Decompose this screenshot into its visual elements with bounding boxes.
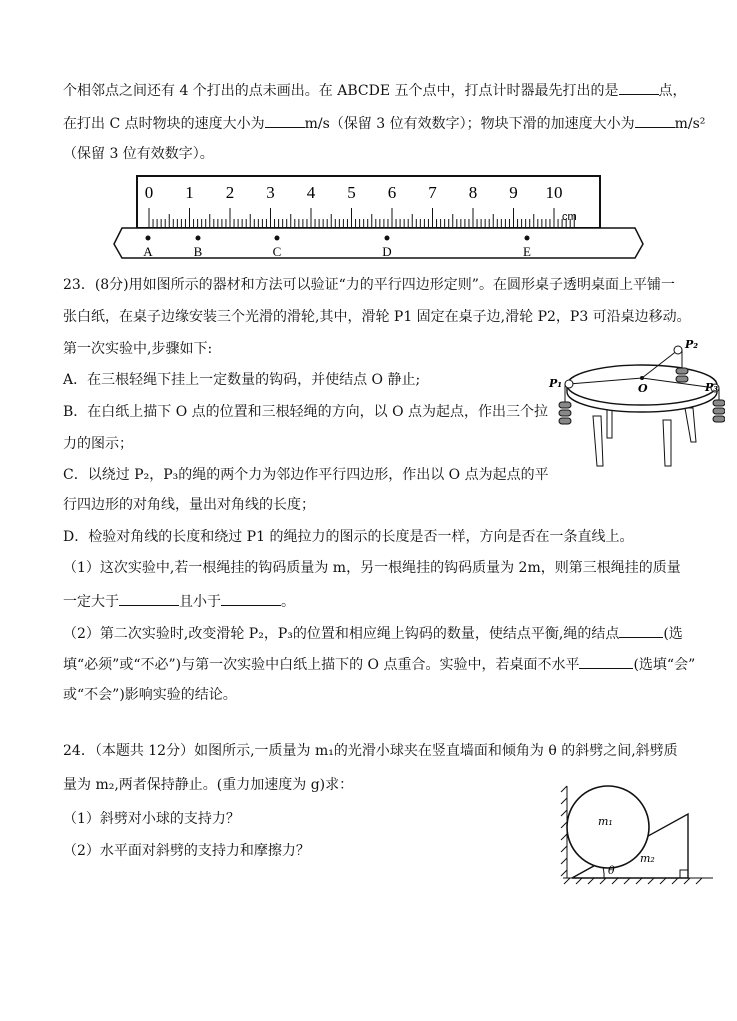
q23-step-b2-text: 力的图示； [63, 436, 133, 452]
ruler-number: 2 [225, 183, 235, 202]
weight [559, 410, 571, 416]
q23-sub1-line-2 [63, 591, 295, 611]
tape-dot [275, 236, 280, 241]
ruler-number: 4 [306, 183, 316, 202]
q23-sub1-text-b: 一定大于 [63, 594, 119, 610]
ruler-body [137, 176, 600, 228]
ruler-number: 8 [468, 183, 478, 202]
round-table-figure [545, 338, 725, 473]
label-m2: m₂ [640, 852, 655, 865]
intro-line-1 [63, 80, 687, 100]
label-m1: m₁ [598, 815, 613, 828]
ruler-number: 0 [144, 183, 154, 202]
intro-text-2c: m/s² [674, 116, 706, 132]
table-leg [593, 416, 603, 466]
ruler-number: 6 [387, 183, 397, 202]
intro-text-2a: 在打出 C 点时物块的速度大小为 [63, 116, 265, 132]
q23-sub2-line-3 [63, 686, 237, 704]
q23-line-1 [63, 276, 675, 294]
q23-sub1-text-a: （1）这次实验中,若一根绳挂的钩码质量为 m，另一根绳挂的钩码质量为 2m，则第三根绳挂的质量 [63, 560, 681, 576]
ruler-number: 5 [347, 183, 356, 202]
tape-point-label: D [382, 244, 392, 259]
tape-point-label: A [143, 244, 153, 259]
q23-sub2-line-1 [63, 623, 683, 643]
q23-step-a [63, 371, 420, 389]
answer-blank-affect[interactable] [579, 654, 633, 669]
intro-text-2b: m/s（保留 3 位有效数字）；物块下滑的加速度大小为 [304, 116, 635, 132]
label-theta: θ [608, 864, 615, 877]
weight [676, 376, 688, 382]
ruler-number: 3 [266, 183, 275, 202]
tape-point-label: B [193, 244, 203, 259]
ruler-number: 9 [509, 183, 518, 202]
ruler-unit-label: cm [562, 211, 577, 223]
q24-text-2: 量为 m₂,两者保持静止。(重力加速度为 g)求： [63, 777, 354, 793]
pulley-p1 [565, 380, 573, 388]
q23-step-b1 [63, 403, 548, 421]
q23-sub2-text-e: 或“不会”)影响实验的结论。 [63, 687, 237, 703]
wall-hatch [561, 786, 567, 878]
q23-step-c2 [63, 496, 315, 514]
pulley-p2 [674, 346, 682, 354]
q23-step-b2 [63, 435, 133, 453]
ruler-figure [110, 172, 650, 264]
q23-text-2: 张白纸，在桌子边缘安装三个光滑的滑轮,其中，滑轮 P1 固定在桌子边,滑轮 P2，P3 可沿桌边移动。 [63, 309, 691, 325]
ruler-number: 10 [545, 183, 563, 202]
intro-line-3 [63, 145, 214, 163]
ground-hatch [563, 878, 713, 884]
q23-line-2 [63, 308, 691, 326]
tape-dot [196, 236, 201, 241]
tape-dot [146, 236, 151, 241]
weight [713, 416, 725, 422]
q23-sub2-text-d: (选填“会” [633, 657, 696, 673]
q23-sub1-text-d: 。 [281, 594, 295, 610]
table-leg [685, 408, 696, 442]
q23-text-1: 23．(8分)用如图所示的器材和方法可以验证“力的平行四边形定则”。在圆形桌子透明桌面上平铺一 [63, 277, 675, 293]
q23-step-c2-text: 行四边形的对角线，量出对角线的长度； [63, 497, 315, 513]
q23-text-3: 第一次实验中,步骤如下: [63, 341, 213, 357]
q24-line-1 [63, 742, 678, 760]
q23-step-a-text: A．在三根轻绳下挂上一定数量的钩码，并使结点 O 静止; [63, 372, 421, 388]
ruler-number: 7 [428, 183, 437, 202]
weight [713, 400, 725, 406]
table-leg [663, 420, 671, 466]
tape-point-label: E [523, 244, 531, 259]
label-o: O [638, 382, 648, 395]
tape-point-label: C [272, 244, 282, 259]
q23-step-d-text: D．检验对角线的长度和绕过 P1 的绳拉力的图示的长度是否一样，方向是否在一条直线上。 [63, 529, 634, 545]
intro-text-1: 个相邻点之间还有 4 个打出的点未画出。在 ABCDE 五个点中，打点计时器最先打出的是 [63, 83, 619, 99]
label-p1: P₁ [549, 377, 563, 390]
weight [559, 418, 571, 424]
wedge-ball-figure [558, 782, 718, 892]
q23-sub1-line-1 [63, 559, 681, 577]
q24-sub2 [63, 842, 310, 860]
weight [676, 368, 688, 374]
label-p2: P₂ [685, 338, 699, 351]
q23-step-d [63, 528, 633, 546]
intro-text-3: （保留 3 位有效数字）。 [63, 146, 214, 162]
q23-step-c1 [63, 466, 549, 484]
answer-blank-mass-min[interactable] [119, 591, 179, 606]
q23-sub2-line-2 [63, 654, 695, 674]
answer-blank-mass-max[interactable] [221, 591, 281, 606]
weight [713, 408, 725, 414]
answer-blank-velocity[interactable] [265, 113, 305, 128]
intro-line-2 [63, 113, 705, 133]
weight [559, 402, 571, 408]
ruler-number: 1 [185, 183, 194, 202]
q23-sub2-text-c: 填“必须”或“不必”)与第一次实验中白纸上描下的 O 点重合。实验中，若桌面不水平 [63, 657, 580, 673]
answer-blank-first-point[interactable] [619, 80, 659, 95]
answer-blank-must-or-not[interactable] [619, 623, 663, 638]
q24-text-1: 24．（本题共 12分）如图所示,一质量为 m₁的光滑小球夹在竖直墙面和倾角为 θ 的斜劈之间,斜劈质 [63, 743, 678, 759]
q23-sub2-text-a: （2）第二次实验时,改变滑轮 P₂，P₃的位置和相应绳上钩码的数量，使结点平衡,绳的结点 [63, 626, 620, 642]
knot-o [640, 376, 644, 380]
q23-step-b1-text: B．在白纸上描下 O 点的位置和三根轻绳的方向，以 O 点为起点，作出三个拉 [63, 404, 549, 420]
q24-sub1 [63, 810, 240, 828]
q23-sub1-text-c: 且小于 [179, 594, 221, 610]
q24-sub1-text: （1）斜劈对小球的支持力？ [63, 811, 240, 827]
tape-dot [525, 236, 530, 241]
q23-line-3 [63, 340, 212, 358]
label-p3: P₃ [705, 381, 719, 394]
q24-sub2-text: （2）水平面对斜劈的支持力和摩擦力？ [63, 843, 310, 859]
q24-line-2 [63, 776, 353, 794]
q23-sub2-text-b: (选 [663, 626, 683, 642]
q23-step-c1-text: C．以绕过 P₂，P₃的绳的两个力为邻边作平行四边形，作出以 O 点为起点的平 [63, 467, 549, 483]
answer-blank-acceleration[interactable] [635, 113, 675, 128]
intro-text-1-end: 点， [658, 83, 687, 99]
tape-dot [385, 236, 390, 241]
